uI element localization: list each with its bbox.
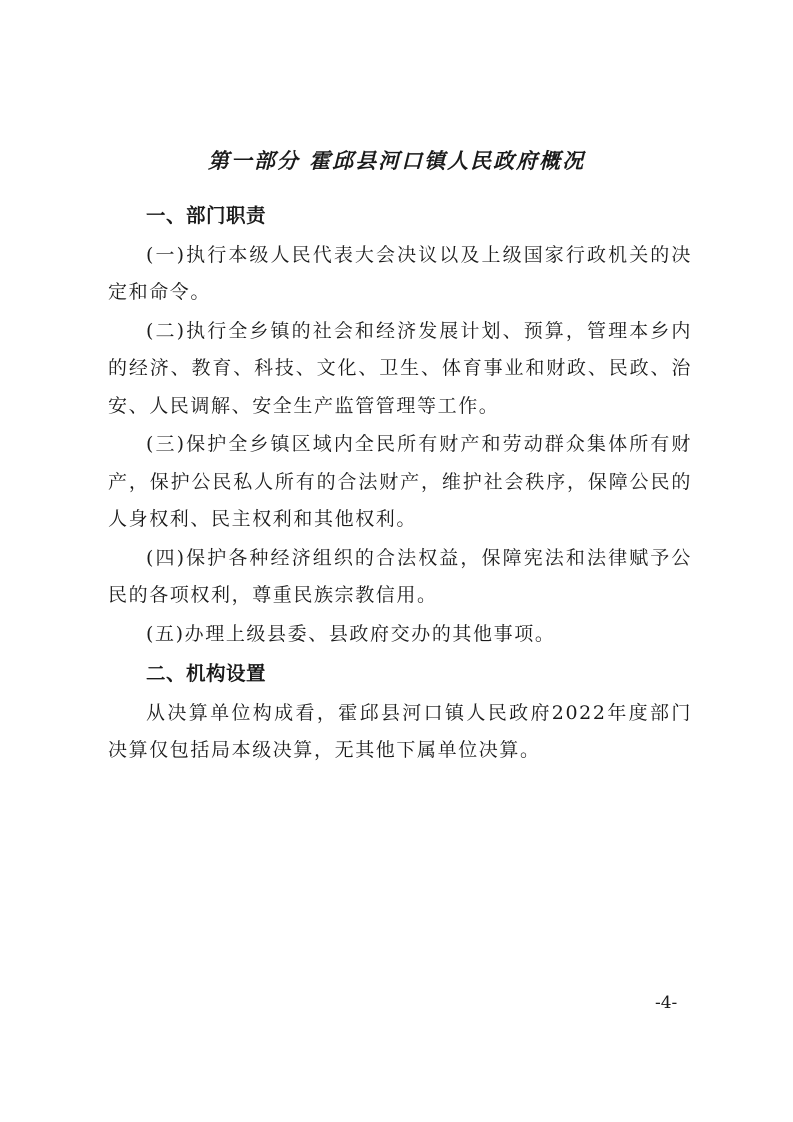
duty-paragraph-1: (一)执行本级人民代表大会决议以及上级国家行政机关的决定和命令。 (108, 243, 692, 303)
page-number: -4- (655, 993, 678, 1013)
duty-paragraph-3: (三)保护全乡镇区域内全民所有财产和劳动群众集体所有财产，保护公民私人所有的合法财产，维护社会秩序，保障公民的人身权利、民主权利和其他权利。 (108, 433, 692, 530)
section-heading-organization: 二、机构设置 (146, 662, 267, 685)
page-title: 第一部分 霍邱县河口镇人民政府概况 (207, 148, 586, 173)
duty-paragraph-2: (二)执行全乡镇的社会和经济发展计划、预算，管理本乡内的经济、教育、科技、文化、卫生、体育事业和财政、民政、治安、人民调解、安全生产监管管理等工作。 (108, 319, 692, 417)
duty-paragraph-4: (四)保护各种经济组织的合法权益，保障宪法和法律赋予公民的各项权利，尊重民族宗教信用。 (108, 546, 692, 606)
document-body (108, 196, 692, 771)
section-heading-duties: 一、部门职责 (146, 204, 267, 227)
organization-paragraph: 从决算单位构成看，霍邱县河口镇人民政府2022年度部门决算仅包括局本级决算，无其他下属单位决算。 (108, 701, 692, 761)
duty-paragraph-5: (五)办理上级县委、县政府交办的其他事项。 (146, 622, 556, 645)
